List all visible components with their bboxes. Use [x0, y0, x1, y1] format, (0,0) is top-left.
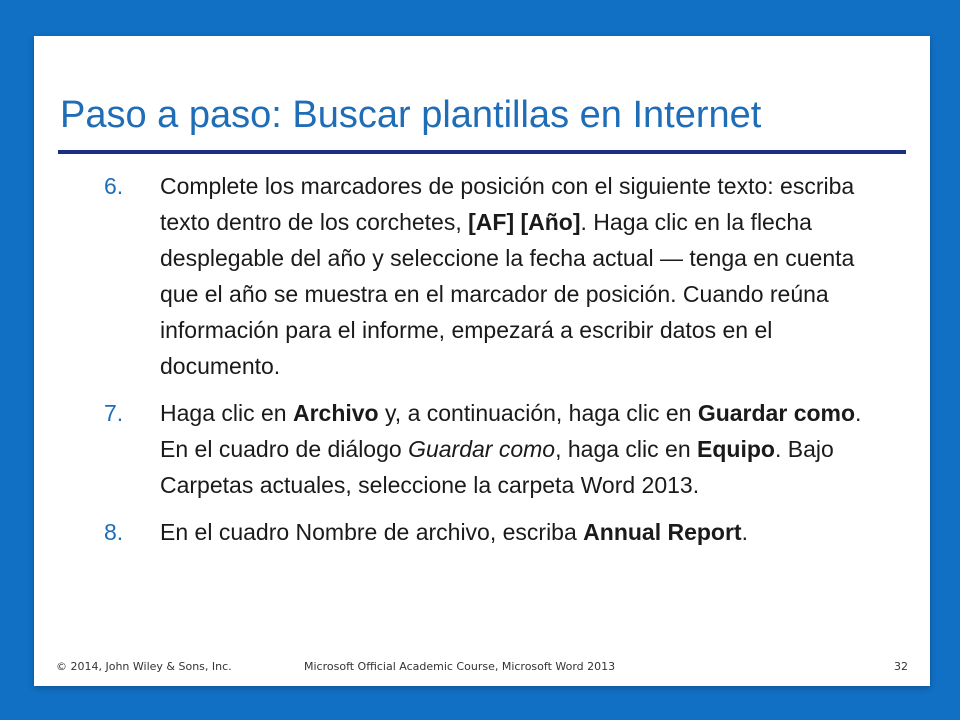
step-item — [104, 168, 884, 384]
step-number: 7. — [104, 400, 124, 426]
text-segment: . Bajo Carpetas actuales, seleccione la carpeta Word 2013. — [160, 436, 834, 498]
step-number: 6. — [104, 173, 124, 199]
bold-segment: Equipo — [697, 436, 775, 462]
footer-copyright: © 2014, John Wiley & Sons, Inc. — [56, 660, 232, 673]
bold-segment: [AF] [Año] — [468, 209, 581, 235]
slide-title: Paso a paso: Buscar plantillas en Internet — [60, 94, 762, 136]
step-text — [160, 400, 861, 498]
footer-page-number: 32 — [894, 660, 908, 673]
bold-segment: Archivo — [292, 400, 379, 426]
bold-segment: Guardar como — [697, 400, 856, 426]
text-segment: . En el cuadro de diálogo — [160, 400, 862, 462]
bold-segment: Annual Report — [583, 519, 742, 545]
step-text — [160, 519, 748, 545]
footer-course: Microsoft Official Academic Course, Microsoft Word 2013 — [304, 660, 616, 673]
steps-list — [104, 168, 884, 561]
step-item — [104, 395, 884, 503]
step-number: 8. — [104, 519, 124, 545]
text-segment: Complete los marcadores de posición con el siguiente texto: escriba texto dentro de los corchetes, — [160, 173, 855, 235]
step-text — [160, 173, 854, 379]
text-segment: , haga clic en — [555, 436, 698, 462]
step-item — [104, 514, 884, 550]
slide — [34, 36, 930, 686]
text-segment: Haga clic en — [160, 400, 293, 426]
text-segment: En el cuadro Nombre de archivo, escriba — [160, 519, 584, 545]
text-segment: . — [741, 519, 748, 545]
text-segment: y, a continuación, haga clic en — [378, 400, 698, 426]
title-divider — [58, 150, 906, 154]
italic-segment: Guardar como — [408, 436, 556, 462]
text-segment: . Haga clic en la flecha desplegable del año y seleccione la fecha actual — tenga en cuenta que el año se muestra en el marcador de posición. Cuando reúna información para el informe, empezará a escribir datos en el documento. — [160, 209, 855, 379]
